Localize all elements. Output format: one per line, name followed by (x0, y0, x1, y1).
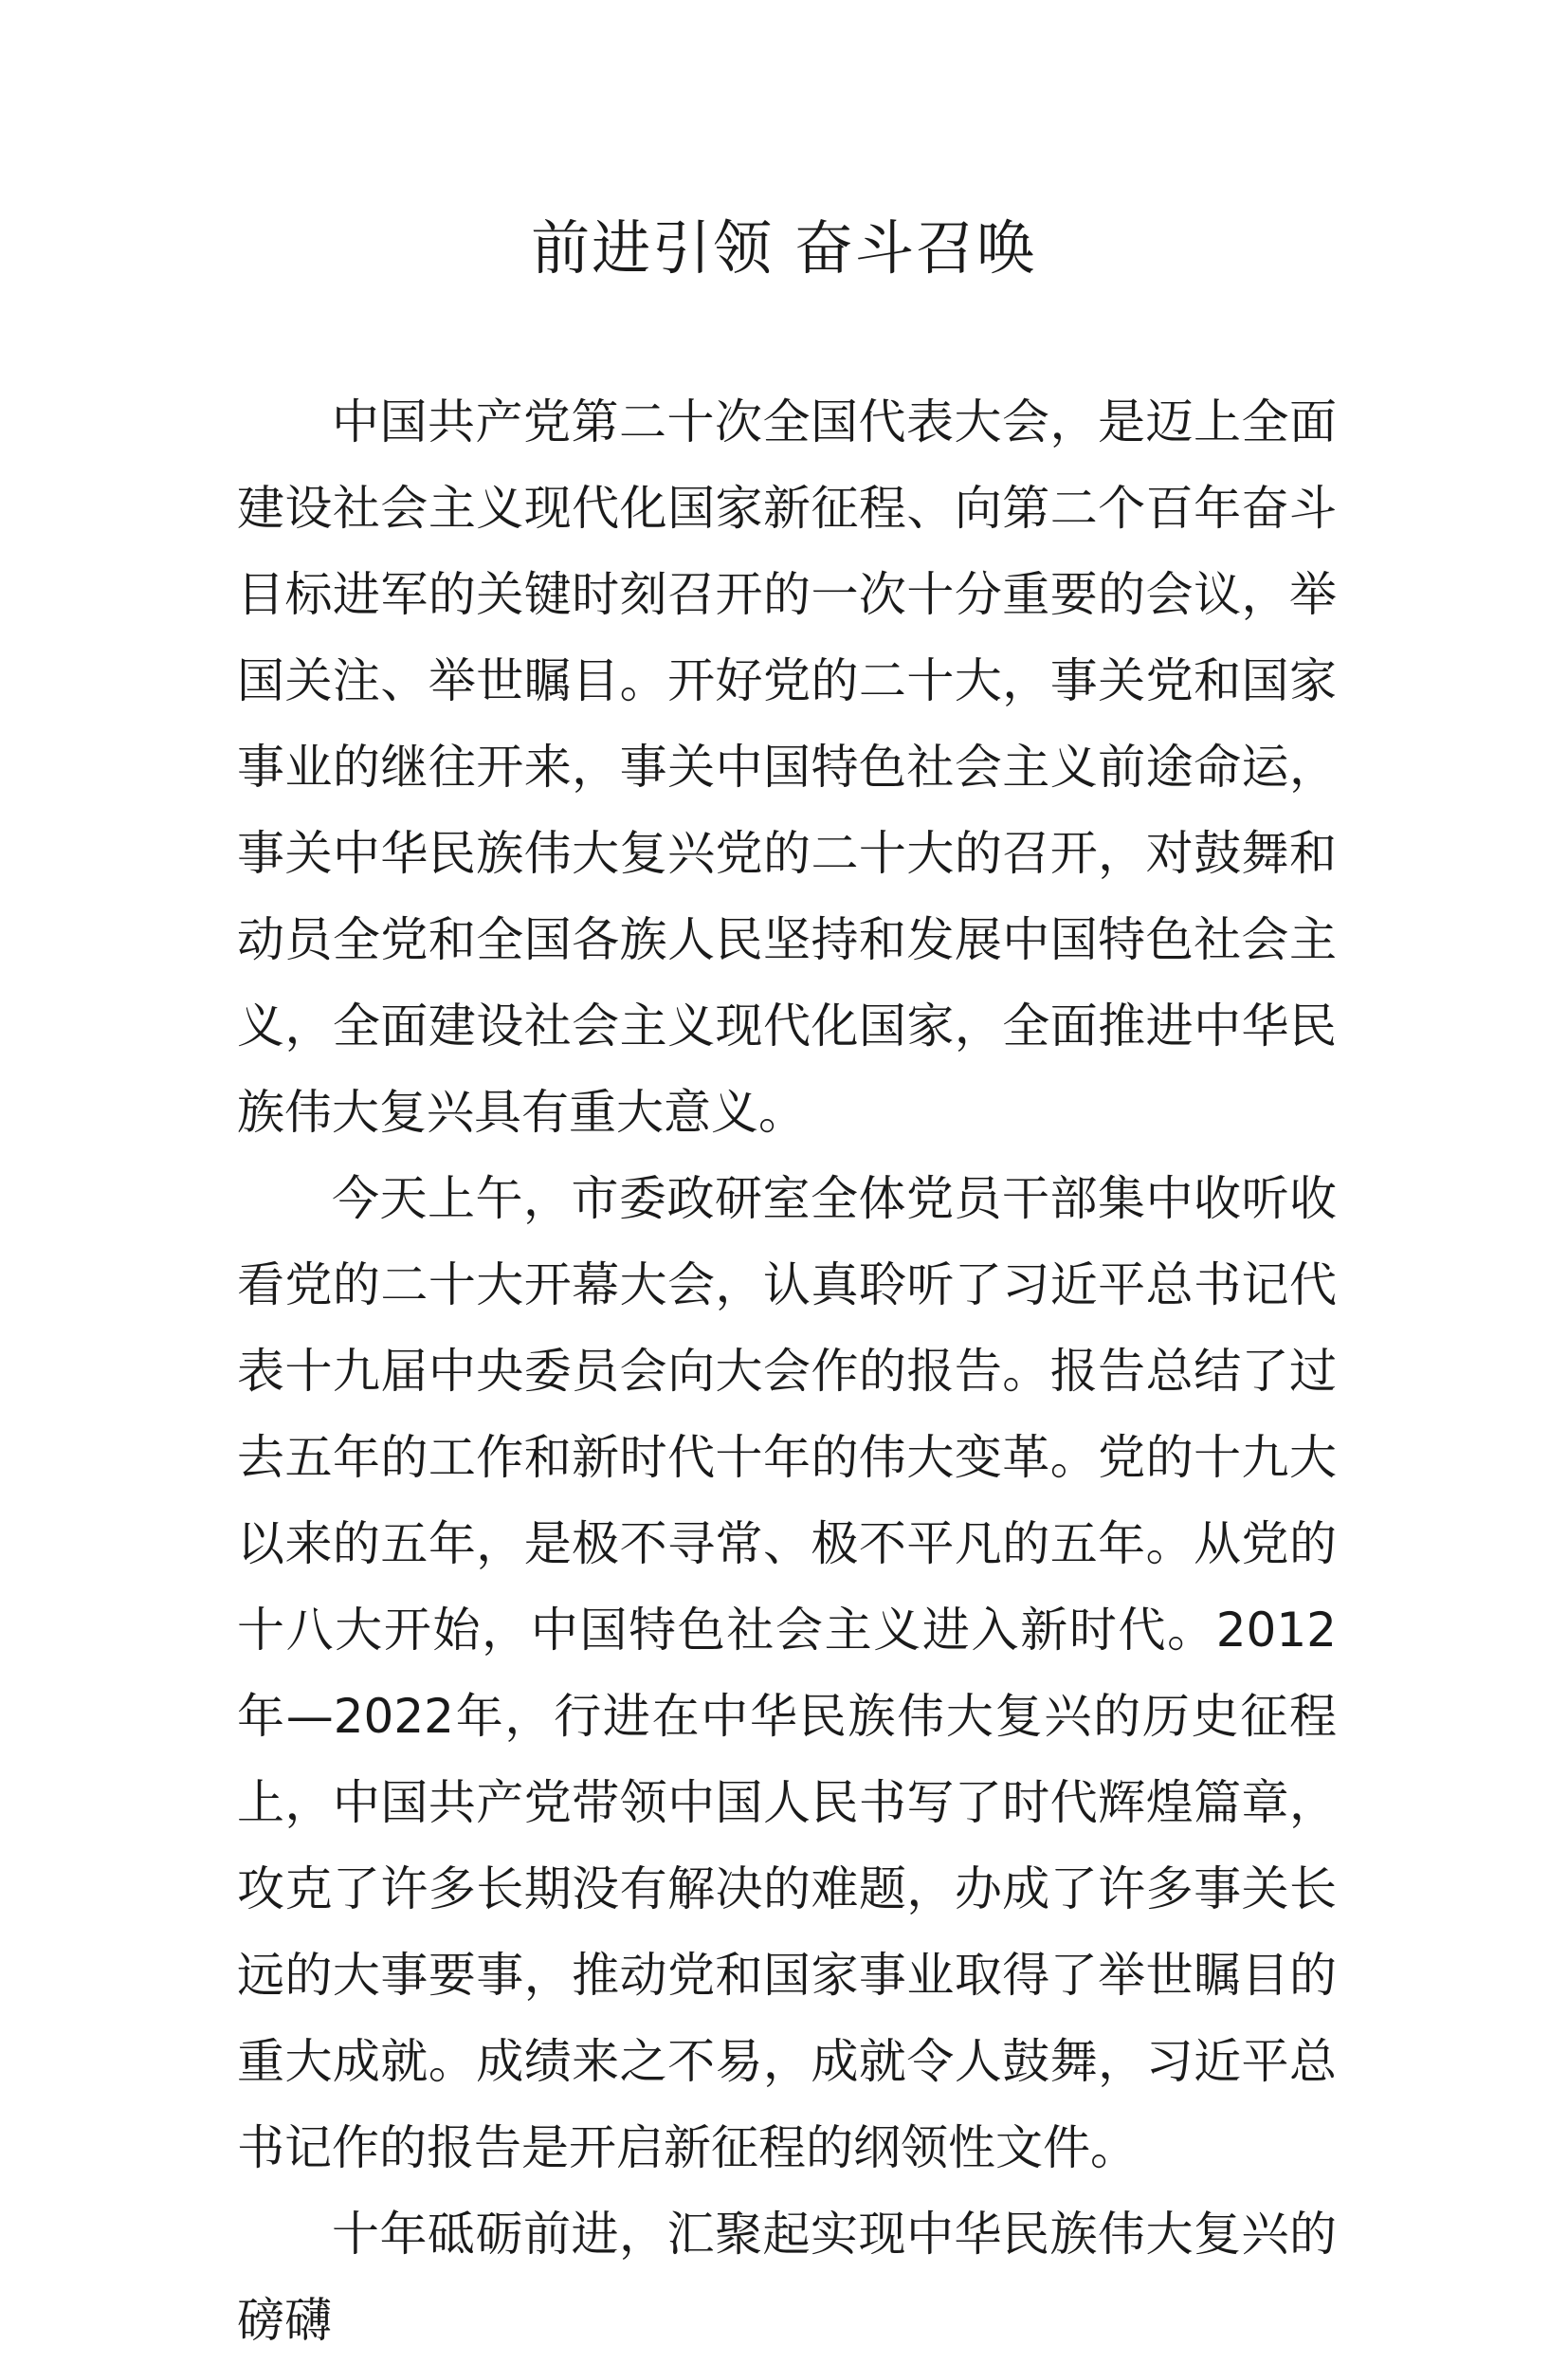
paragraph-2: 今天上午，市委政研室全体党员干部集中收听收看党的二十大开幕大会，认真聆听了习近平总书记代表十九届中央委员会向大会作的报告。报告总结了过去五年的工作和新时代十年的伟大变革。党的十九大以来的五年，是极不寻常、极不平凡的五年。从党的十八大开始，中国特色社会主义进入新时代。2012年—2022年，行进在中华民族伟大复兴的历史征程上，中国共产党带领中国人民书写了时代辉煌篇章，攻克了许多长期没有解决的难题，办成了许多事关长远的大事要事，推动党和国家事业取得了举世瞩目的重大成就。成绩来之不易，成就令人鼓舞，习近平总书记作的报告是开启新征程的纲领性文件。 (237, 1171, 1337, 2175)
paragraph-3: 十年砥砺前进，汇聚起实现中华民族伟大复兴的磅礴 (237, 2207, 1337, 2348)
document-title: 前进引领 奋斗召唤 (531, 213, 1037, 283)
paragraph-1: 中国共产党第二十次全国代表大会，是迈上全面建设社会主义现代化国家新征程、向第二个百年奋斗目标进军的关键时刻召开的一次十分重要的会议，举国关注、举世瞩目。开好党的二十大，事关党和国家事业的继往开来，事关中国特色社会主义前途命运，事关中华民族伟大复兴党的二十大的召开，对鼓舞和动员全党和全国各族人民坚持和发展中国特色社会主义，全面建设社会主义现代化国家，全面推进中华民族伟大复兴具有重大意义。 (237, 394, 1337, 1140)
document-body (237, 379, 1337, 2364)
